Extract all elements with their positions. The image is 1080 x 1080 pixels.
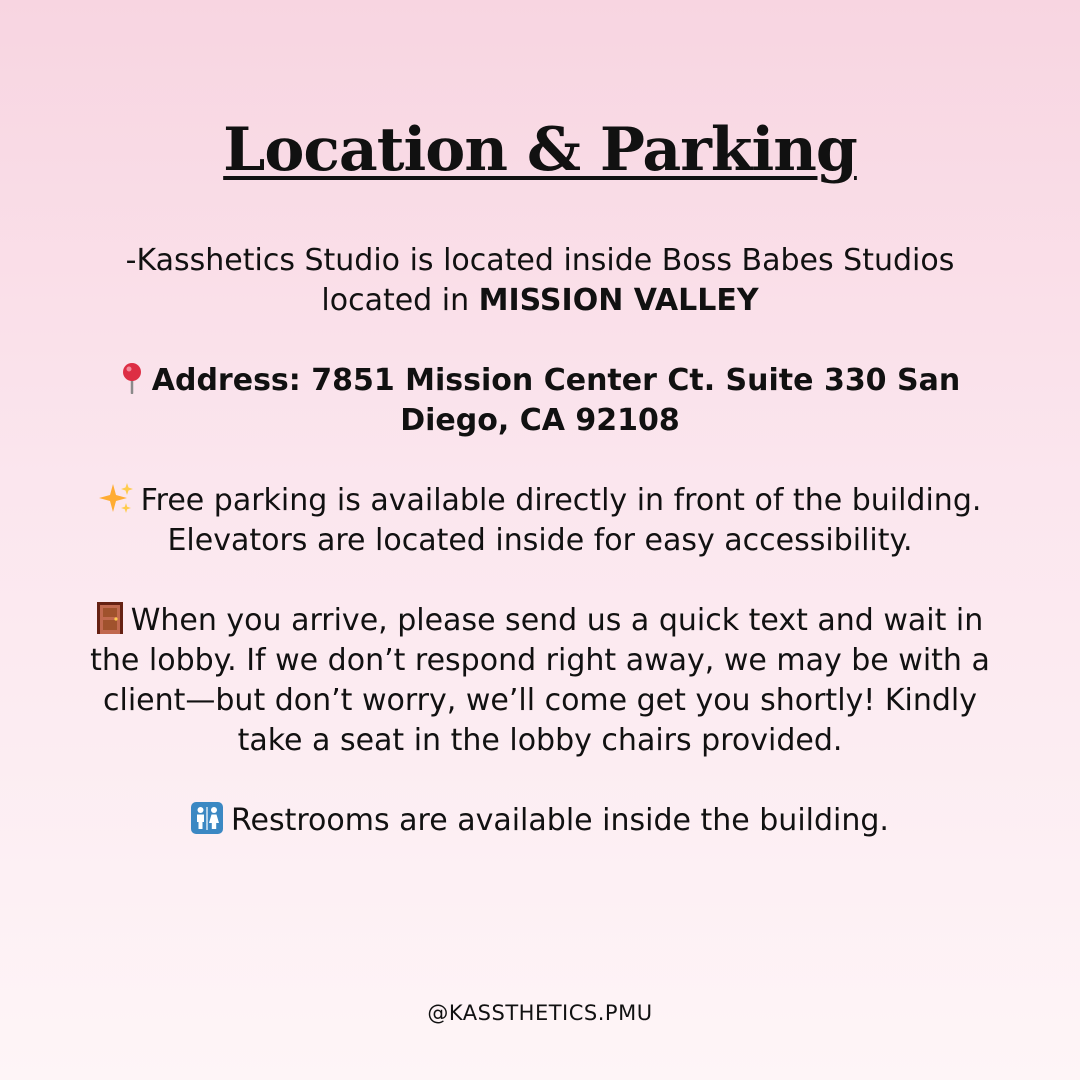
page-title: Location & Parking [223,115,857,185]
arrival-paragraph [90,601,990,761]
intro-paragraph [90,241,990,321]
address-text: Address: 7851 Mission Center Ct. Suite 330 San Diego, CA 92108 [151,363,961,438]
parking-text: Free parking is available directly in front of the building. Elevators are located inside for easy accessibility. [140,483,982,558]
info-content [90,241,990,841]
restrooms-text: Restrooms are available inside the building. [231,803,889,838]
address-paragraph [90,361,990,441]
arrival-text: When you arrive, please send us a quick text and wait in the lobby. If we don’t respond right away, we may be with a client—but don’t worry, we’ll come get you shortly! Kindly take a seat in the lobby chairs provided. [90,603,990,758]
social-handle: @KASSTHETICS.PMU [427,1001,653,1025]
sparkles-icon [99,482,133,514]
restroom-icon [191,802,223,834]
parking-paragraph [90,481,990,561]
intro-emphasis: MISSION VALLEY [478,283,759,318]
door-icon [97,602,123,634]
intro-text: -Kasshetics Studio is located inside Boss Babes Studios located in [125,243,955,318]
restrooms-paragraph [90,801,990,841]
pin-icon [120,362,144,394]
